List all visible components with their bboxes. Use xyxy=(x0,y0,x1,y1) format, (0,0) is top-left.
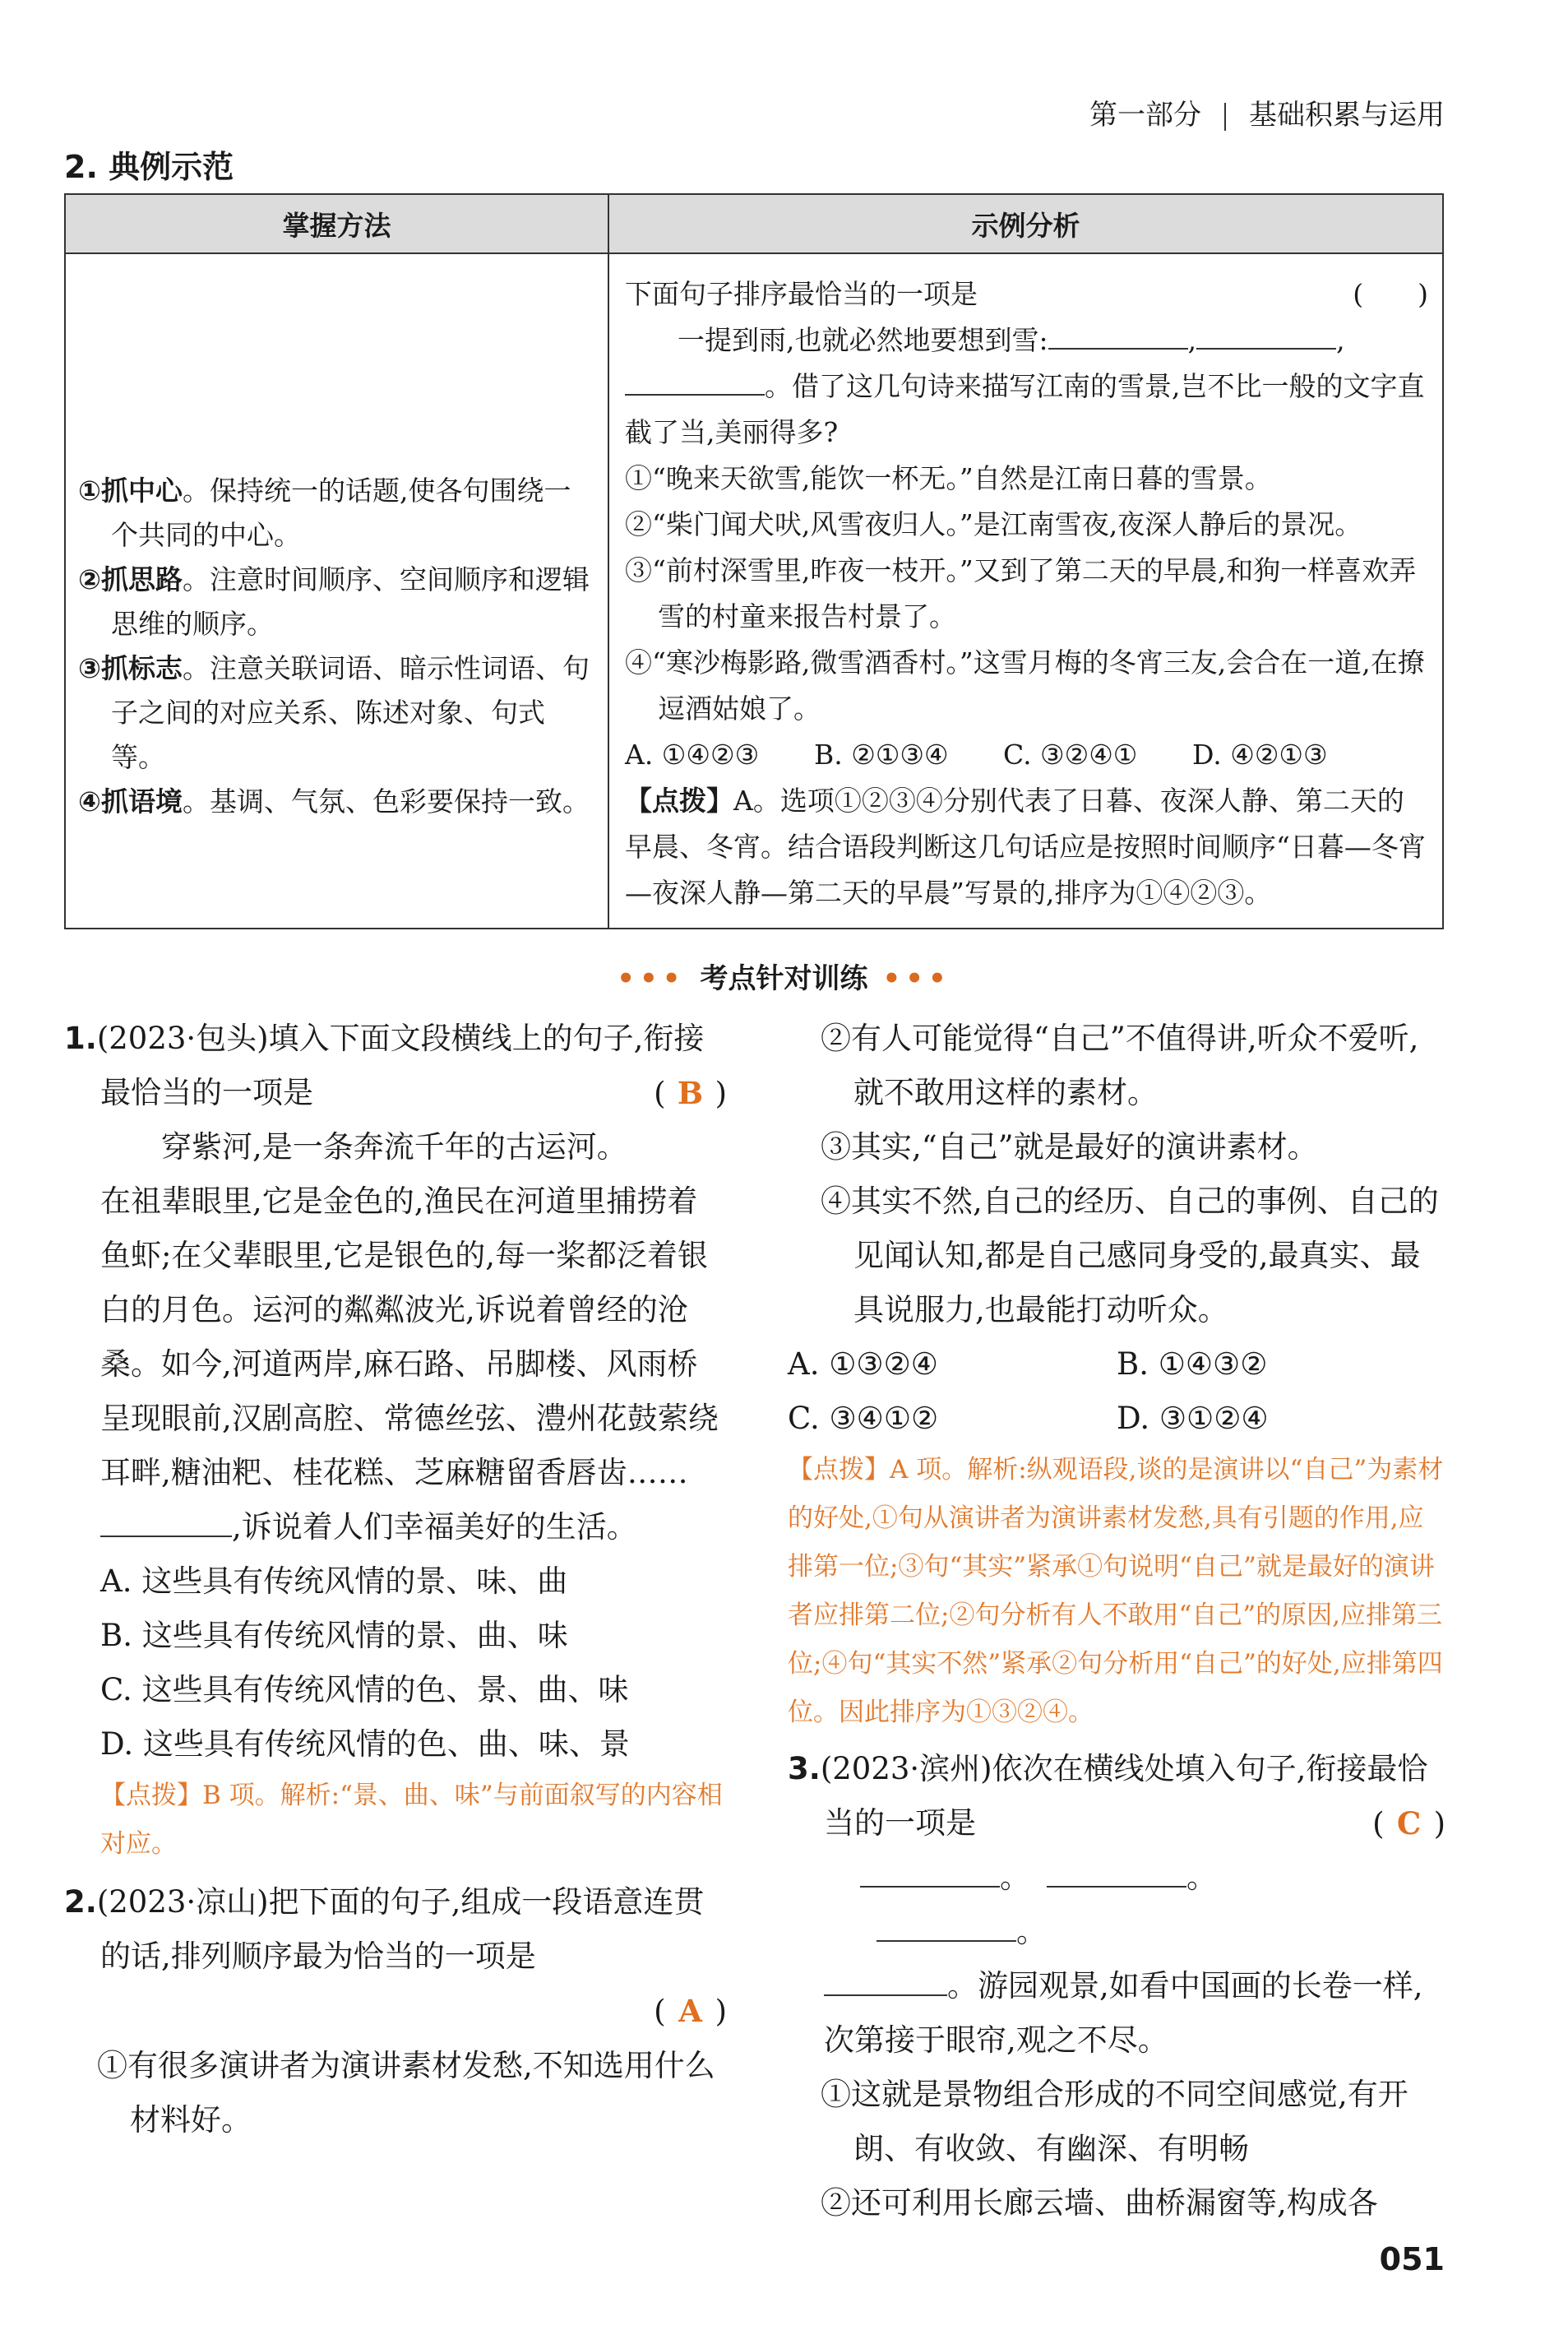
right-column xyxy=(788,1012,1445,2230)
example-hint: 【点拨】A。选项①②③④分别代表了日暮、夜深人静、第二天的早晨、冬宵。结合语段判断这几句话应是按照时间顺序“日暮—冬宵—夜深人静—第二天的早晨”写景的,排序为①④②③。 xyxy=(625,785,1426,909)
col-header-example: 示例分析 xyxy=(608,194,1443,253)
table-body-row xyxy=(65,253,1443,929)
option: B. ②①③④ xyxy=(814,739,949,771)
method-item: ③抓标志。注意关联词语、暗示性词语、句子之间的对应关系、陈述对象、句式等。 xyxy=(78,652,590,773)
option: B. 这些具有传统风情的景、曲、味 xyxy=(100,1618,568,1653)
option: D. ④②①③ xyxy=(1192,739,1328,771)
col-header-method: 掌握方法 xyxy=(65,194,608,253)
example-item: ②“柴门闻犬吠,风雪夜归人。”是江南雪夜,夜深人静后的景况。 xyxy=(625,508,1362,540)
question-2-item: ④其实不然,自己的经历、自己的事例、自己的见闻认知,都是自己感同身受的,最真实、最具说服力,也最能打动听众。 xyxy=(821,1184,1439,1327)
option: C. ③②④① xyxy=(1003,739,1138,771)
question-3-blanks: 。 。。 xyxy=(788,1851,1445,1959)
question-1-passage: 穿紫河,是一条奔流千年的古运河。在祖辈眼里,它是金色的,渔民在河道里捕捞着鱼虾;在父辈眼里,它是银色的,每一桨都泛着银白的月色。运河的粼粼波光,诉说着曾经的沧桑。如今,河道两岸,麻石路、吊脚楼、风雨桥呈现眼前,汉剧高腔、常德丝弦、澧州花鼓萦绕耳畔,糖油粑、桂花糕、芝麻糖留香唇齿……,诉说着人们幸福美好的生活。 xyxy=(100,1129,719,1545)
question-2-answer: ( A ) xyxy=(64,1984,727,2039)
question-2-options xyxy=(788,1392,1445,1446)
option: D. 这些具有传统风情的色、曲、味、景 xyxy=(100,1726,630,1762)
header-divider xyxy=(1224,103,1226,131)
question-3-stem: 3.(2023·滨州)依次在横线处填入句子,衔接最恰当的一项是 ( C ) xyxy=(788,1742,1445,1851)
example-cell xyxy=(608,253,1443,929)
section-title: 2. 典例示范 xyxy=(64,149,234,185)
page-header xyxy=(1089,92,1445,132)
option: A. ①③②④ xyxy=(788,1346,938,1382)
left-column xyxy=(64,1012,727,2147)
method-item: ①抓中心。保持统一的话题,使各句围绕一个共同的中心。 xyxy=(78,475,571,551)
header-part: 第一部分 xyxy=(1089,99,1201,132)
header-title: 基础积累与运用 xyxy=(1249,99,1445,132)
method-item: ②抓思路。注意时间顺序、空间顺序和逻辑思维的顺序。 xyxy=(78,563,590,640)
option: C. ③④①② xyxy=(788,1401,939,1436)
question-2-item: ①有很多演讲者为演讲素材发愁,不知选用什么材料好。 xyxy=(97,2048,715,2138)
question-3-passage: 。游园观景,如看中国画的长卷一样,次第接于眼帘,观之不尽。 xyxy=(824,1968,1423,2058)
example-table xyxy=(64,193,1444,929)
question-2-item: ②有人可能觉得“自己”不值得讲,听众不爱听,就不敢用这样的素材。 xyxy=(821,1021,1419,1110)
answer-mark: B xyxy=(677,1075,704,1111)
page-number: 051 xyxy=(1379,2241,1445,2277)
option: D. ③①②④ xyxy=(1117,1401,1269,1436)
table-header-row xyxy=(65,194,1443,253)
method-cell xyxy=(65,253,608,929)
option: A. 这些具有传统风情的景、味、曲 xyxy=(100,1563,568,1599)
example-options xyxy=(625,732,1428,778)
question-2-hint: 【点拨】A 项。解析:纵观语段,谈的是演讲以“自己”为素材的好处,①句从演讲者为演讲素材发愁,具有引题的作用,应排第一位;③句“其实”紧承①句说明“自己”就是最好的演讲者应排第二位;②句分析有人不敢用“自己”的原因,应排第三位;④句“其实不然”紧承②句分析用“自己”的好处,应排第四位。因此排序为①③②④。 xyxy=(788,1455,1444,1727)
question-1-hint: 【点拨】B 项。解析:“景、曲、味”与前面叙写的内容相对应。 xyxy=(100,1781,723,1859)
example-item: ④“寒沙梅影路,微雪酒香村。”这雪月梅的冬宵三友,会合在一道,在撩逗酒姑娘了。 xyxy=(625,646,1425,725)
practice-banner: ••• 考点针对训练 ••• xyxy=(617,962,951,995)
question-3-item: ①这就是景物组合形成的不同空间感觉,有开朗、有收敛、有幽深、有明畅 xyxy=(821,2077,1408,2166)
example-item: ①“晚来天欲雪,能饮一杯无。”自然是江南日暮的雪景。 xyxy=(625,462,1272,494)
answer-mark: A xyxy=(678,1993,702,2029)
example-item: ③“前村深雪里,昨夜一枝开。”又到了第二天的早晨,和狗一样喜欢弄雪的村童来报告村景了。 xyxy=(625,554,1417,632)
question-1-stem: 1.(2023·包头)填入下面文段横线上的句子,衔接最恰当的一项是 ( B ) xyxy=(64,1012,727,1120)
option: B. ①④③② xyxy=(1117,1346,1268,1382)
answer-mark: C xyxy=(1396,1805,1422,1841)
question-2-options xyxy=(788,1337,1445,1392)
question-2-stem: 2.(2023·凉山)把下面的句子,组成一段语意连贯的话,排列顺序最为恰当的一项是 xyxy=(64,1884,705,1974)
option: A. ①④②③ xyxy=(625,739,760,771)
example-passage: 一提到雨,也就必然地要想到雪: , ,。借了这几句诗来描写江南的雪景,岂不比一般的文字直截了当,美丽得多? xyxy=(625,324,1425,448)
method-item: ④抓语境。基调、气氛、色彩要保持一致。 xyxy=(78,785,590,818)
banner-title: 考点针对训练 xyxy=(700,962,868,995)
question-3-item: ②还可利用长廊云墙、曲桥漏窗等,构成各 xyxy=(821,2185,1378,2221)
example-question: 下面句子排序最恰当的一项是 ( ) xyxy=(625,278,1428,310)
question-2-item: ③其实,“自己”就是最好的演讲素材。 xyxy=(821,1129,1318,1165)
option: C. 这些具有传统风情的色、景、曲、味 xyxy=(100,1672,629,1707)
